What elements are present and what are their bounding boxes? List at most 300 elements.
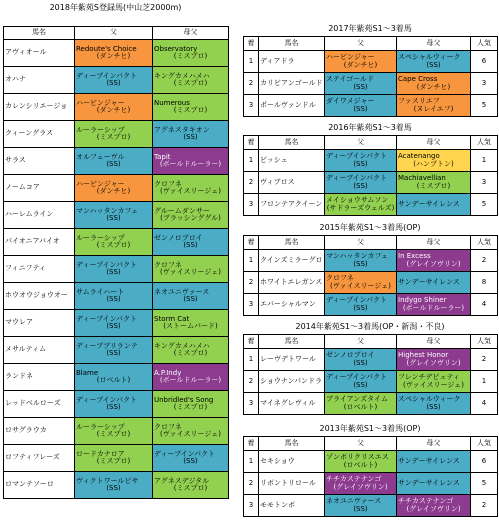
result-row [244,250,498,272]
damsire-cell-line1: Machiavellian [398,174,446,182]
horse-name: ハーレムライン [4,202,75,229]
sire-cell-line1: ダイワメジャー [326,97,375,105]
popularity: 5 [471,95,498,117]
sire-cell-line1: Blame [76,368,99,377]
finish-position: 1 [244,150,259,172]
damsire-cell [153,229,229,256]
sire-cell [75,94,153,121]
horse-row [4,175,229,202]
damsire-cell-line1: アグネスデジタル [154,476,210,485]
popularity: 3 [471,73,498,95]
result-row [244,95,498,117]
sire-cell-line2: (ロベルト) [96,376,131,384]
horse-name: モモトンボ [259,495,325,517]
damsire-cell-line2: (ヴァイスリージェ) [159,187,222,195]
horse-name: パイオニアバイオ [4,229,75,256]
damsire-cell-line1: スペシャルウィーク [398,53,461,61]
result-row [244,294,498,316]
sire-cell [75,256,153,283]
finish-position: 3 [244,495,259,517]
col-header-sire: 父 [325,236,397,250]
sire-cell [75,337,153,364]
sire-cell-line1: ヴィクトワールピサ [76,476,139,485]
damsire-cell-line1: キングカメハメハ [154,341,210,350]
sire-cell-line1: ディープインパクト [76,71,137,80]
horse-name: ヴィブロス [259,172,325,194]
popularity: 5 [471,473,498,495]
sire-cell [325,73,397,95]
damsire-cell-line2: (SS) [183,241,198,249]
col-header-sire: 父 [325,37,397,51]
col-header-damsire: 母父 [397,136,471,150]
sire-cell-line1: マンハッタンカフェ [326,252,389,260]
col-header-damsire: 母父 [153,27,229,40]
col-header-popularity: 人気 [471,335,498,349]
sire-cell-line1: マンハッタンカフェ [76,206,139,215]
sire-cell [75,445,153,472]
horse-row [4,418,229,445]
sire-cell [75,229,153,256]
col-header-pos: 着 [244,136,259,150]
finish-position: 2 [244,73,259,95]
damsire-cell-line1: チチカステナンゴ [398,497,454,505]
col-header-popularity: 人気 [471,437,498,451]
damsire-cell [397,473,471,495]
sire-cell-line1: ディープインパクト [326,152,387,160]
sire-cell [75,391,153,418]
sire-cell-line1: オルフェーヴル [76,152,125,161]
damsire-cell-line2: (ボールドルーラー) [402,303,465,312]
damsire-cell-line2: (ミスプロ) [173,484,208,492]
horse-row [4,229,229,256]
result-row [244,272,498,294]
result-row [244,495,498,517]
registered-horses-table [3,26,229,499]
sire-cell [325,349,397,371]
sire-cell [325,393,397,415]
sire-cell [325,250,397,272]
horse-row [4,202,229,229]
sire-cell [325,473,397,495]
sire-cell [325,495,397,517]
col-header-pos: 着 [244,236,259,250]
damsire-cell [397,371,471,393]
damsire-cell-line1: Storm Cat [154,314,190,323]
col-header-damsire: 母父 [397,236,471,250]
damsire-cell-line1: ネオユニヴァース [154,287,210,296]
col-header-pos: 着 [244,37,259,51]
horse-name: オハナ [4,67,75,94]
damsire-cell-line2: (グレイソヴリン) [406,259,461,268]
damsire-cell [397,150,471,172]
sire-cell-line2: (ミスプロ) [96,430,131,438]
horse-row [4,337,229,364]
sire-cell-line2: (SS) [353,181,368,190]
damsire-cell [397,294,471,316]
damsire-cell-line1: Indygo Shiner [398,296,447,304]
sire-cell-line2: (SS) [106,322,121,330]
damsire-cell-line1: グルームダンサー [154,206,210,215]
damsire-cell-line2: (ヴァイスリージェ) [159,268,222,276]
sire-cell-line1: ディープインパクト [326,373,387,381]
sire-cell-line1: ディープインパクト [76,395,137,404]
popularity: 2 [471,495,498,517]
damsire-cell [397,272,471,294]
horse-name: メサルティム [4,337,75,364]
sire-cell-line1: ゼンノロブロイ [326,351,375,359]
col-header-pos: 着 [244,437,259,451]
main-title: 2018年紫苑S登録馬(中山芝2000m) [49,3,182,12]
damsire-cell [397,51,471,73]
col-header-damsire: 母父 [397,437,471,451]
sire-cell-line2: (ミスプロ) [96,241,131,249]
sire-cell-line1: ブライアンズタイム [326,395,388,403]
popularity: 2 [471,349,498,371]
horse-name: ビッシュ [259,150,325,172]
damsire-cell [153,391,229,418]
damsire-cell-line1: フレンチデピュティ [398,373,460,381]
results-table [243,135,498,216]
sire-cell-line2: (ダンチヒ) [96,187,131,195]
damsire-cell-line2: (ダンチヒ) [416,82,451,91]
popularity: 1 [471,150,498,172]
horse-row [4,283,229,310]
sire-cell-line2: (SS) [106,484,121,492]
finish-position: 3 [244,294,259,316]
finish-position: 2 [244,172,259,194]
damsire-cell-line2: (ボールドルーラー) [159,376,222,384]
sire-cell-line2: (ダンチヒ) [96,52,131,60]
damsire-cell-line2: (ミスプロ) [416,181,451,190]
sire-cell-line2: (SS) [353,358,368,367]
damsire-cell-line1: スペシャルウィーク [398,395,461,403]
sire-cell-line2: (SS) [106,268,121,276]
horse-row [4,364,229,391]
horse-name: カリビアンゴールド [259,73,325,95]
col-header-sire: 父 [325,136,397,150]
sire-cell-line1: ハービンジャー [326,53,375,61]
popularity: 1 [471,371,498,393]
horse-name: ディアドラ [259,51,325,73]
horse-name: セキショウ [259,451,325,473]
sire-cell [325,194,397,216]
damsire-cell [153,418,229,445]
damsire-cell-line2: (ヴァイスリージェ) [402,380,465,389]
sire-cell-line1: ネオユニヴァース [326,497,382,505]
popularity: 3 [471,172,498,194]
horse-name: マウレア [4,310,75,337]
damsire-cell-line1: ゼンノロブロイ [154,233,203,242]
damsire-cell [153,94,229,121]
damsire-cell-line1: サンデーサイレンス [398,478,460,487]
col-header-sire: 父 [325,335,397,349]
header-row [244,37,498,51]
sire-cell-line2: (SS) [106,160,121,168]
sire-cell [325,272,397,294]
col-header-sire: 父 [325,437,397,451]
col-header-horse: 馬名 [259,37,325,51]
damsire-cell [397,172,471,194]
sire-cell-line2: (ロベルト) [343,402,378,411]
sire-cell [75,283,153,310]
section-title: 2014年紫苑S1～3着馬(OP・新潟・不良) [295,322,445,331]
sire-cell-line1: ルーラーシップ [76,233,125,242]
damsire-cell-line1: Tapit [154,152,171,161]
sire-cell-line1: ルーラーシップ [76,422,125,431]
damsire-cell-line2: (SS) [426,402,441,411]
damsire-cell-line2: (SS) [183,457,198,465]
damsire-cell-line2: (グレイソヴリン) [406,504,461,513]
sire-cell-line1: ゾンボリクリスエス [326,453,389,461]
damsire-cell-line1: Numerous [154,98,190,107]
damsire-cell [397,349,471,371]
damsire-cell [153,337,229,364]
sire-cell [325,451,397,473]
damsire-cell-line1: サンデーサイレンス [398,199,460,208]
damsire-cell-line2: (ヴァイスリージェ) [159,430,222,438]
horse-name: アヴィオール [4,40,75,67]
sire-cell-line2: (SS) [353,259,368,268]
damsire-cell-line1: A.P.Indy [154,368,182,377]
damsire-cell-line1: Highest Honor [398,351,449,359]
finish-position: 3 [244,194,259,216]
sire-cell-line1: ディープインパクト [326,296,387,304]
sire-cell-line2: (ミスプロ) [96,133,131,141]
damsire-cell-line2: (ボールドルーラー) [159,160,222,168]
damsire-cell [397,250,471,272]
damsire-cell [153,310,229,337]
result-row [244,473,498,495]
sire-cell-line2: (SS) [106,214,121,222]
damsire-cell [153,256,229,283]
damsire-cell-line2: (ヌレイエフ) [413,104,454,113]
horse-name: リボントリロール [259,473,325,495]
result-row [244,194,498,216]
sire-cell [325,172,397,194]
sire-cell-line1: メイショウサムソン [326,196,389,204]
damsire-cell-line1: キングカメハメハ [154,71,210,80]
result-row [244,451,498,473]
damsire-cell-line1: サンデーサイレンス [398,456,460,465]
popularity: 8 [471,272,498,294]
damsire-cell [397,495,471,517]
sire-cell-line2: (SS) [106,295,121,303]
popularity: 6 [471,451,498,473]
result-row [244,51,498,73]
header-row [4,27,229,40]
sire-cell [75,175,153,202]
damsire-cell [397,451,471,473]
col-header-horse: 馬名 [259,335,325,349]
horse-row [4,256,229,283]
section-title: 2013年紫苑S1～3着馬(OP) [319,424,421,433]
sire-cell [75,364,153,391]
damsire-cell [153,121,229,148]
damsire-cell-line1: In Excess [398,252,431,260]
finish-position: 1 [244,451,259,473]
results-table [243,235,498,316]
result-row [244,393,498,415]
damsire-cell-line2: (ミスプロ) [173,106,208,114]
damsire-cell-line2: (ストームバード) [163,322,218,330]
damsire-cell [397,194,471,216]
sire-cell-line1: Redoute's Choice [76,44,137,53]
horse-name: レッドベルローズ [4,391,75,418]
damsire-cell [153,40,229,67]
damsire-cell [153,472,229,499]
sire-cell-line2: (SS) [353,504,368,513]
header-row [244,437,498,451]
damsire-cell-line1: クロフネ [154,260,182,269]
sire-cell-line1: ディープブリランテ [76,341,138,350]
col-header-popularity: 人気 [471,136,498,150]
damsire-cell-line1: クロフネ [154,422,182,431]
horse-name: ホウオウジョウオー [4,283,75,310]
sire-cell [325,294,397,316]
sire-cell [75,202,153,229]
result-row [244,150,498,172]
popularity: 4 [471,294,498,316]
finish-position: 3 [244,95,259,117]
results-table [243,36,498,117]
sire-cell-line2: (SS) [106,349,121,357]
horse-name: ランドネ [4,364,75,391]
horse-name: サラス [4,148,75,175]
damsire-cell-line2: (ミスプロ) [173,52,208,60]
result-row [244,349,498,371]
horse-row [4,310,229,337]
damsire-cell-line1: サンデーサイレンス [398,277,460,286]
header-row [244,136,498,150]
finish-position: 2 [244,272,259,294]
damsire-cell-line2: (ミスプロ) [173,79,208,87]
header-row [244,335,498,349]
damsire-cell-line2: (グレイソヴリン) [406,358,461,367]
damsire-cell [153,283,229,310]
horse-name: マイネグレヴィル [259,393,325,415]
popularity: 6 [471,51,498,73]
sire-cell-line2: (SS) [353,159,368,168]
header-row [244,236,498,250]
damsire-cell [153,67,229,94]
sire-cell [325,371,397,393]
sire-cell-line2: (SS) [106,403,121,411]
col-header-pos: 着 [244,335,259,349]
col-header-popularity: 人気 [471,236,498,250]
sire-cell-line1: ルーラーシップ [76,125,125,134]
horse-name: ショウナンパンドラ [259,371,325,393]
result-row [244,73,498,95]
horse-name: ロマンテソーロ [4,472,75,499]
sire-cell-line1: クロフネ [326,274,354,282]
sire-cell-line1: ステイゴールド [326,75,374,83]
sire-cell-line1: ハービンジャー [76,179,125,188]
damsire-cell-line2: (ミスプロ) [173,349,208,357]
section-title: 2015年紫苑S1～3着馬(OP) [319,223,421,232]
damsire-cell-line1: クロフネ [154,179,182,188]
result-row [244,172,498,194]
horse-row [4,121,229,148]
horse-name: レーヴデトワール [259,349,325,371]
sire-cell [75,310,153,337]
col-header-horse: 馬名 [259,236,325,250]
horse-name: カレンシリエージョ [4,94,75,121]
damsire-cell-line2: (ハンプトン) [413,159,454,168]
col-header-popularity: 人気 [471,37,498,51]
horse-name: ホワイトエレガンス [259,272,325,294]
sire-cell [325,51,397,73]
damsire-cell-line2: (SS) [183,295,198,303]
horse-name: クィーングラス [4,121,75,148]
col-header-sire: 父 [75,27,153,40]
col-header-horse: 馬名 [259,136,325,150]
sire-cell-line1: チチカステナンゴ [326,475,382,483]
col-header-damsire: 母父 [397,335,471,349]
horse-row [4,67,229,94]
horse-row [4,391,229,418]
sire-cell-line2: (SS) [353,104,368,113]
horse-name: ポールヴァンドル [259,95,325,117]
damsire-cell-line2: (ミスプロ) [173,403,208,411]
popularity: 4 [471,393,498,415]
results-table [243,436,498,517]
damsire-cell [153,202,229,229]
popularity: 5 [471,194,498,216]
sire-cell-line1: ディープインパクト [76,260,137,269]
finish-position: 3 [244,393,259,415]
sire-cell-line2: (ダンチヒ) [96,106,131,114]
damsire-cell-line1: Acatenango [398,152,440,160]
sire-cell-line1: ディープインパクト [326,174,387,182]
sire-cell-line2: (サドラーズウェルズ) [326,203,395,212]
sire-cell-line2: (SS) [353,380,368,389]
damsire-cell [397,393,471,415]
sire-cell [75,472,153,499]
sire-cell [75,40,153,67]
sire-cell-line2: (SS) [106,79,121,87]
damsire-cell [397,73,471,95]
damsire-cell [153,364,229,391]
damsire-cell-line2: (SS) [426,60,441,69]
sire-cell-line1: ロードカナロア [76,449,125,458]
damsire-cell [153,148,229,175]
damsire-cell-line1: ディープインパクト [154,449,215,458]
horse-name: クインズミラーグロ [259,250,325,272]
sire-cell-line2: (ダンチヒ) [343,60,378,69]
sire-cell [75,148,153,175]
horse-row [4,94,229,121]
horse-row [4,472,229,499]
sire-cell-line2: (ミスプロ) [96,457,131,465]
col-header-damsire: 母父 [397,37,471,51]
sire-cell-line1: ディープインパクト [76,314,137,323]
damsire-cell-line1: アグネスタキオン [154,125,210,134]
horse-row [4,148,229,175]
horse-row [4,445,229,472]
section-title: 2016年紫苑S1～3着馬 [328,123,412,132]
horse-name: ロフティフレーズ [4,445,75,472]
sire-cell-line1: サムライハート [76,287,125,296]
sire-cell [75,418,153,445]
horse-name: ロサグラウカ [4,418,75,445]
popularity: 2 [471,250,498,272]
result-row [244,371,498,393]
sire-cell-line2: (ヴァイスリージェ) [329,281,392,290]
damsire-cell-line1: Observatory [154,44,198,53]
damsire-cell-line1: Unbridled's Song [154,395,214,404]
sire-cell [75,121,153,148]
finish-position: 1 [244,349,259,371]
